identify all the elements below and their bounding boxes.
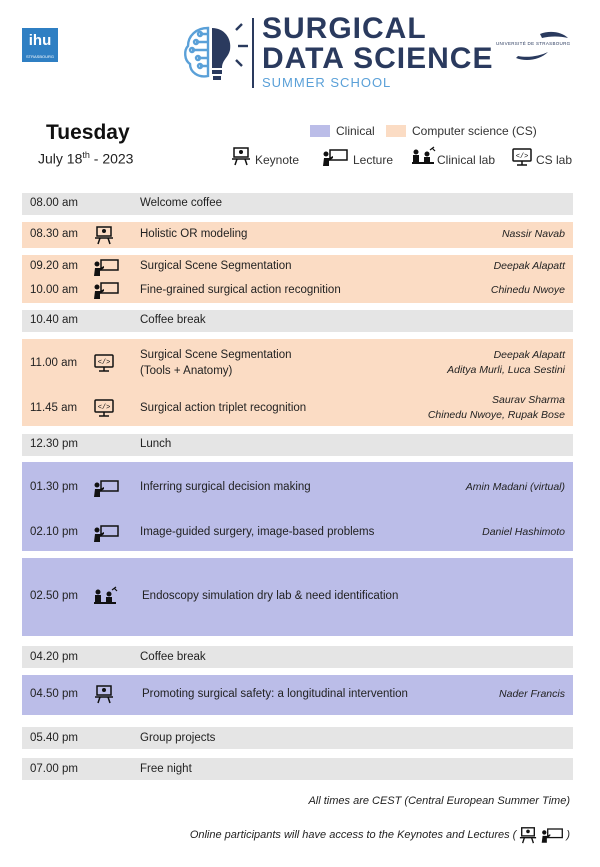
ihu-logo-subtext: STRASBOURG bbox=[25, 54, 54, 59]
lecture-icon bbox=[92, 479, 120, 497]
cs-lab-icon bbox=[92, 353, 116, 373]
row-title: Coffee break bbox=[140, 314, 206, 326]
row-title: Fine-grained surgical action recognition bbox=[140, 284, 341, 296]
legend-lecture-label: Lecture bbox=[353, 153, 394, 167]
legend-keynote-label: Keynote bbox=[255, 153, 300, 167]
schedule-block-cs-labs bbox=[22, 339, 573, 426]
row-title: Welcome coffee bbox=[140, 197, 223, 209]
title-summer-school: SUMMER SCHOOL bbox=[262, 75, 392, 90]
lecture-icon bbox=[92, 281, 120, 299]
lecture-icon bbox=[92, 258, 120, 276]
footer-online-text: Online participants will have access to the Keynotes and Lectures ( bbox=[189, 829, 517, 841]
legend-cs-label: Computer science (CS) bbox=[412, 124, 537, 138]
schedule-row-free-night bbox=[22, 758, 573, 780]
row-title: Inferring surgical decision making bbox=[140, 481, 311, 493]
row-time: 02.50 pm bbox=[30, 590, 78, 602]
row-time: 07.00 pm bbox=[30, 763, 78, 775]
legend-cs-lab-label: CS lab bbox=[536, 153, 573, 167]
schedule-row-holistic-or bbox=[22, 222, 573, 248]
row-speaker: Saurav Sharma bbox=[492, 394, 565, 406]
row-time: 05.40 pm bbox=[30, 732, 78, 744]
schedule-row-group-projects bbox=[22, 727, 573, 749]
row-time: 10.00 am bbox=[30, 284, 78, 296]
row-title: Surgical Scene Segmentation bbox=[140, 260, 292, 272]
keynote-icon bbox=[92, 684, 116, 704]
schedule-block-clinical-lectures bbox=[22, 462, 573, 551]
clinical-lab-icon bbox=[92, 586, 118, 608]
footer-online-note bbox=[190, 826, 570, 844]
row-title: Coffee break bbox=[140, 651, 206, 663]
schedule-row-coffee-break-1 bbox=[22, 310, 573, 332]
footer-online-close-paren: ) bbox=[566, 829, 570, 841]
row-time: 11.00 am bbox=[30, 357, 78, 369]
row-speaker: Deepak Alapatt bbox=[493, 260, 565, 272]
keynote-icon bbox=[92, 225, 116, 245]
cs-lab-icon bbox=[511, 147, 533, 167]
schedule-row-lunch bbox=[22, 434, 573, 456]
row-time: 04.50 pm bbox=[30, 688, 78, 700]
row-speaker: Deepak Alapatt bbox=[493, 349, 565, 361]
row-title: Lunch bbox=[140, 438, 172, 450]
unistra-logo bbox=[496, 28, 574, 64]
day-date bbox=[38, 150, 133, 167]
row-speaker: Nader Francis bbox=[499, 688, 565, 700]
brain-bulb-icon bbox=[180, 20, 250, 86]
keynote-icon bbox=[230, 146, 252, 166]
row-title: Image-guided surgery, image-based problems bbox=[140, 526, 375, 538]
row-time: 10.40 am bbox=[30, 314, 78, 326]
row-time: 08.30 am bbox=[30, 228, 78, 240]
legend-clinical-lab-label: Clinical lab bbox=[437, 153, 496, 167]
row-time: 09.20 am bbox=[30, 260, 78, 272]
lecture-icon bbox=[321, 148, 349, 166]
day-name: Tuesday bbox=[46, 121, 130, 144]
schedule-row-surgical-safety bbox=[22, 675, 573, 715]
row-title: Free night bbox=[140, 763, 192, 775]
lecture-icon bbox=[540, 827, 564, 843]
row-title-line2: (Tools + Anatomy) bbox=[140, 365, 233, 377]
unistra-logo-text: UNIVERSITÉ DE STRASBOURG bbox=[496, 41, 571, 46]
row-time: 02.10 pm bbox=[30, 526, 78, 538]
legend-clinical-label: Clinical bbox=[336, 124, 375, 138]
row-title: Endoscopy simulation dry lab & need identification bbox=[142, 590, 399, 602]
row-speaker-line2: Chinedu Nwoye, Rupak Bose bbox=[427, 409, 565, 421]
schedule-block-morning-lectures bbox=[22, 255, 573, 303]
schedule-row-endoscopy-lab bbox=[22, 558, 573, 636]
row-title: Holistic OR modeling bbox=[140, 228, 248, 240]
row-time: 01.30 pm bbox=[30, 481, 78, 493]
row-title: Promoting surgical safety: a longitudinal intervention bbox=[142, 688, 408, 700]
row-time: 04.20 pm bbox=[30, 651, 78, 663]
legend-cs-swatch bbox=[386, 125, 406, 137]
cs-lab-icon bbox=[92, 398, 116, 418]
row-speaker: Chinedu Nwoye bbox=[490, 284, 565, 296]
row-time: 12.30 pm bbox=[30, 438, 78, 450]
lecture-icon bbox=[92, 524, 120, 542]
date-suffix-sup: th bbox=[82, 150, 90, 160]
clinical-lab-icon bbox=[410, 146, 436, 168]
header-divider bbox=[252, 18, 254, 88]
schedule-row-coffee-break-2 bbox=[22, 646, 573, 668]
row-speaker: Daniel Hashimoto bbox=[482, 526, 565, 538]
keynote-icon bbox=[518, 826, 538, 844]
row-time: 08.00 am bbox=[30, 197, 78, 209]
svg-text:</>: </> bbox=[515, 153, 529, 161]
row-title: Group projects bbox=[140, 732, 216, 744]
svg-text:</>: </> bbox=[97, 404, 111, 412]
svg-text:</>: </> bbox=[97, 359, 111, 367]
footer-timezone-note: All times are CEST (Central European Summer Time) bbox=[308, 795, 570, 807]
row-title: Surgical Scene Segmentation bbox=[140, 349, 292, 361]
date-prefix: July 18 bbox=[38, 150, 83, 167]
legend-clinical-swatch bbox=[310, 125, 330, 137]
row-speaker: Amin Madani (virtual) bbox=[465, 481, 565, 493]
ihu-logo-text: ihu bbox=[28, 32, 52, 49]
date-year: - 2023 bbox=[89, 150, 134, 167]
row-speaker: Nassir Navab bbox=[501, 228, 565, 240]
ihu-logo bbox=[22, 28, 58, 62]
title-data-science: DATA SCIENCE bbox=[262, 42, 494, 75]
row-title: Surgical action triplet recognition bbox=[140, 402, 307, 414]
row-time: 11.45 am bbox=[30, 402, 78, 414]
schedule-row-welcome-coffee bbox=[22, 193, 573, 215]
title-surgical: SURGICAL bbox=[262, 12, 427, 45]
row-speaker-line2: Aditya Murli, Luca Sestini bbox=[447, 364, 565, 376]
